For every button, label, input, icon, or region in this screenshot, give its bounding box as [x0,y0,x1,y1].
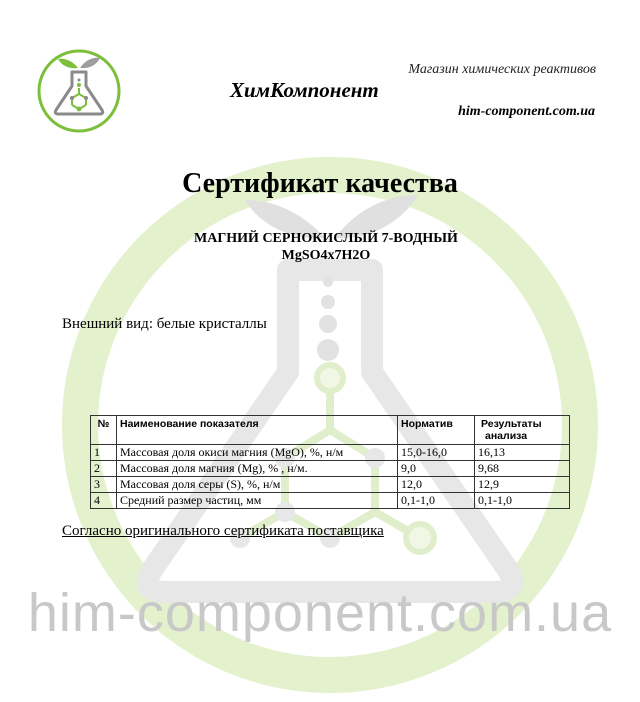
watermark-text: him-component.com.ua [27,583,613,643]
product-name: МАГНИЙ СЕРНОКИСЛЫЙ 7-ВОДНЫЙ [194,231,458,246]
flask-with-molecule-and-leaves-icon [36,48,122,134]
table-row [91,445,570,461]
row-number: 2 [91,461,117,477]
certificate-title: Сертификат качества [182,168,458,199]
row-name: Массовая доля окиси магния (MgO), %, н/м [117,445,398,461]
table-row [91,493,570,509]
header-name: Наименование показателя [117,416,398,445]
source-note: Согласно оригинального сертификата поставщика [62,523,384,539]
row-name: Средний размер частиц, мм [117,493,398,509]
table-row [91,477,570,493]
row-norm: 9,0 [398,461,475,477]
product-formula: MgSO4x7H2O [281,248,371,263]
row-norm: 12,0 [398,477,475,493]
row-name: Массовая доля магния (Mg), % , н/м. [117,461,398,477]
header-result-line1: Результаты [481,418,542,430]
spec-table [90,415,570,509]
row-norm: 15,0-16,0 [398,445,475,461]
row-result: 12,9 [475,477,570,493]
company-name: ХимКомпонент [230,78,379,102]
row-number: 3 [91,477,117,493]
row-result: 0,1-1,0 [475,493,570,509]
website-link[interactable]: him-component.com.ua [458,104,595,119]
header-result [475,416,570,445]
header-norm: Норматив [398,416,475,445]
header-result-line2: анализа [485,430,528,442]
product-block [0,230,640,264]
row-result: 16,13 [475,445,570,461]
row-norm: 0,1-1,0 [398,493,475,509]
appearance-text: Внешний вид: белые кристаллы [62,316,267,332]
row-number: 4 [91,493,117,509]
row-result: 9,68 [475,461,570,477]
row-number: 1 [91,445,117,461]
header-number: № [91,416,117,445]
row-name: Массовая доля серы (S), %, н/м [117,477,398,493]
table-header-row [91,416,570,445]
table-row [91,461,570,477]
store-tagline: Магазин химических реактивов [408,62,596,77]
